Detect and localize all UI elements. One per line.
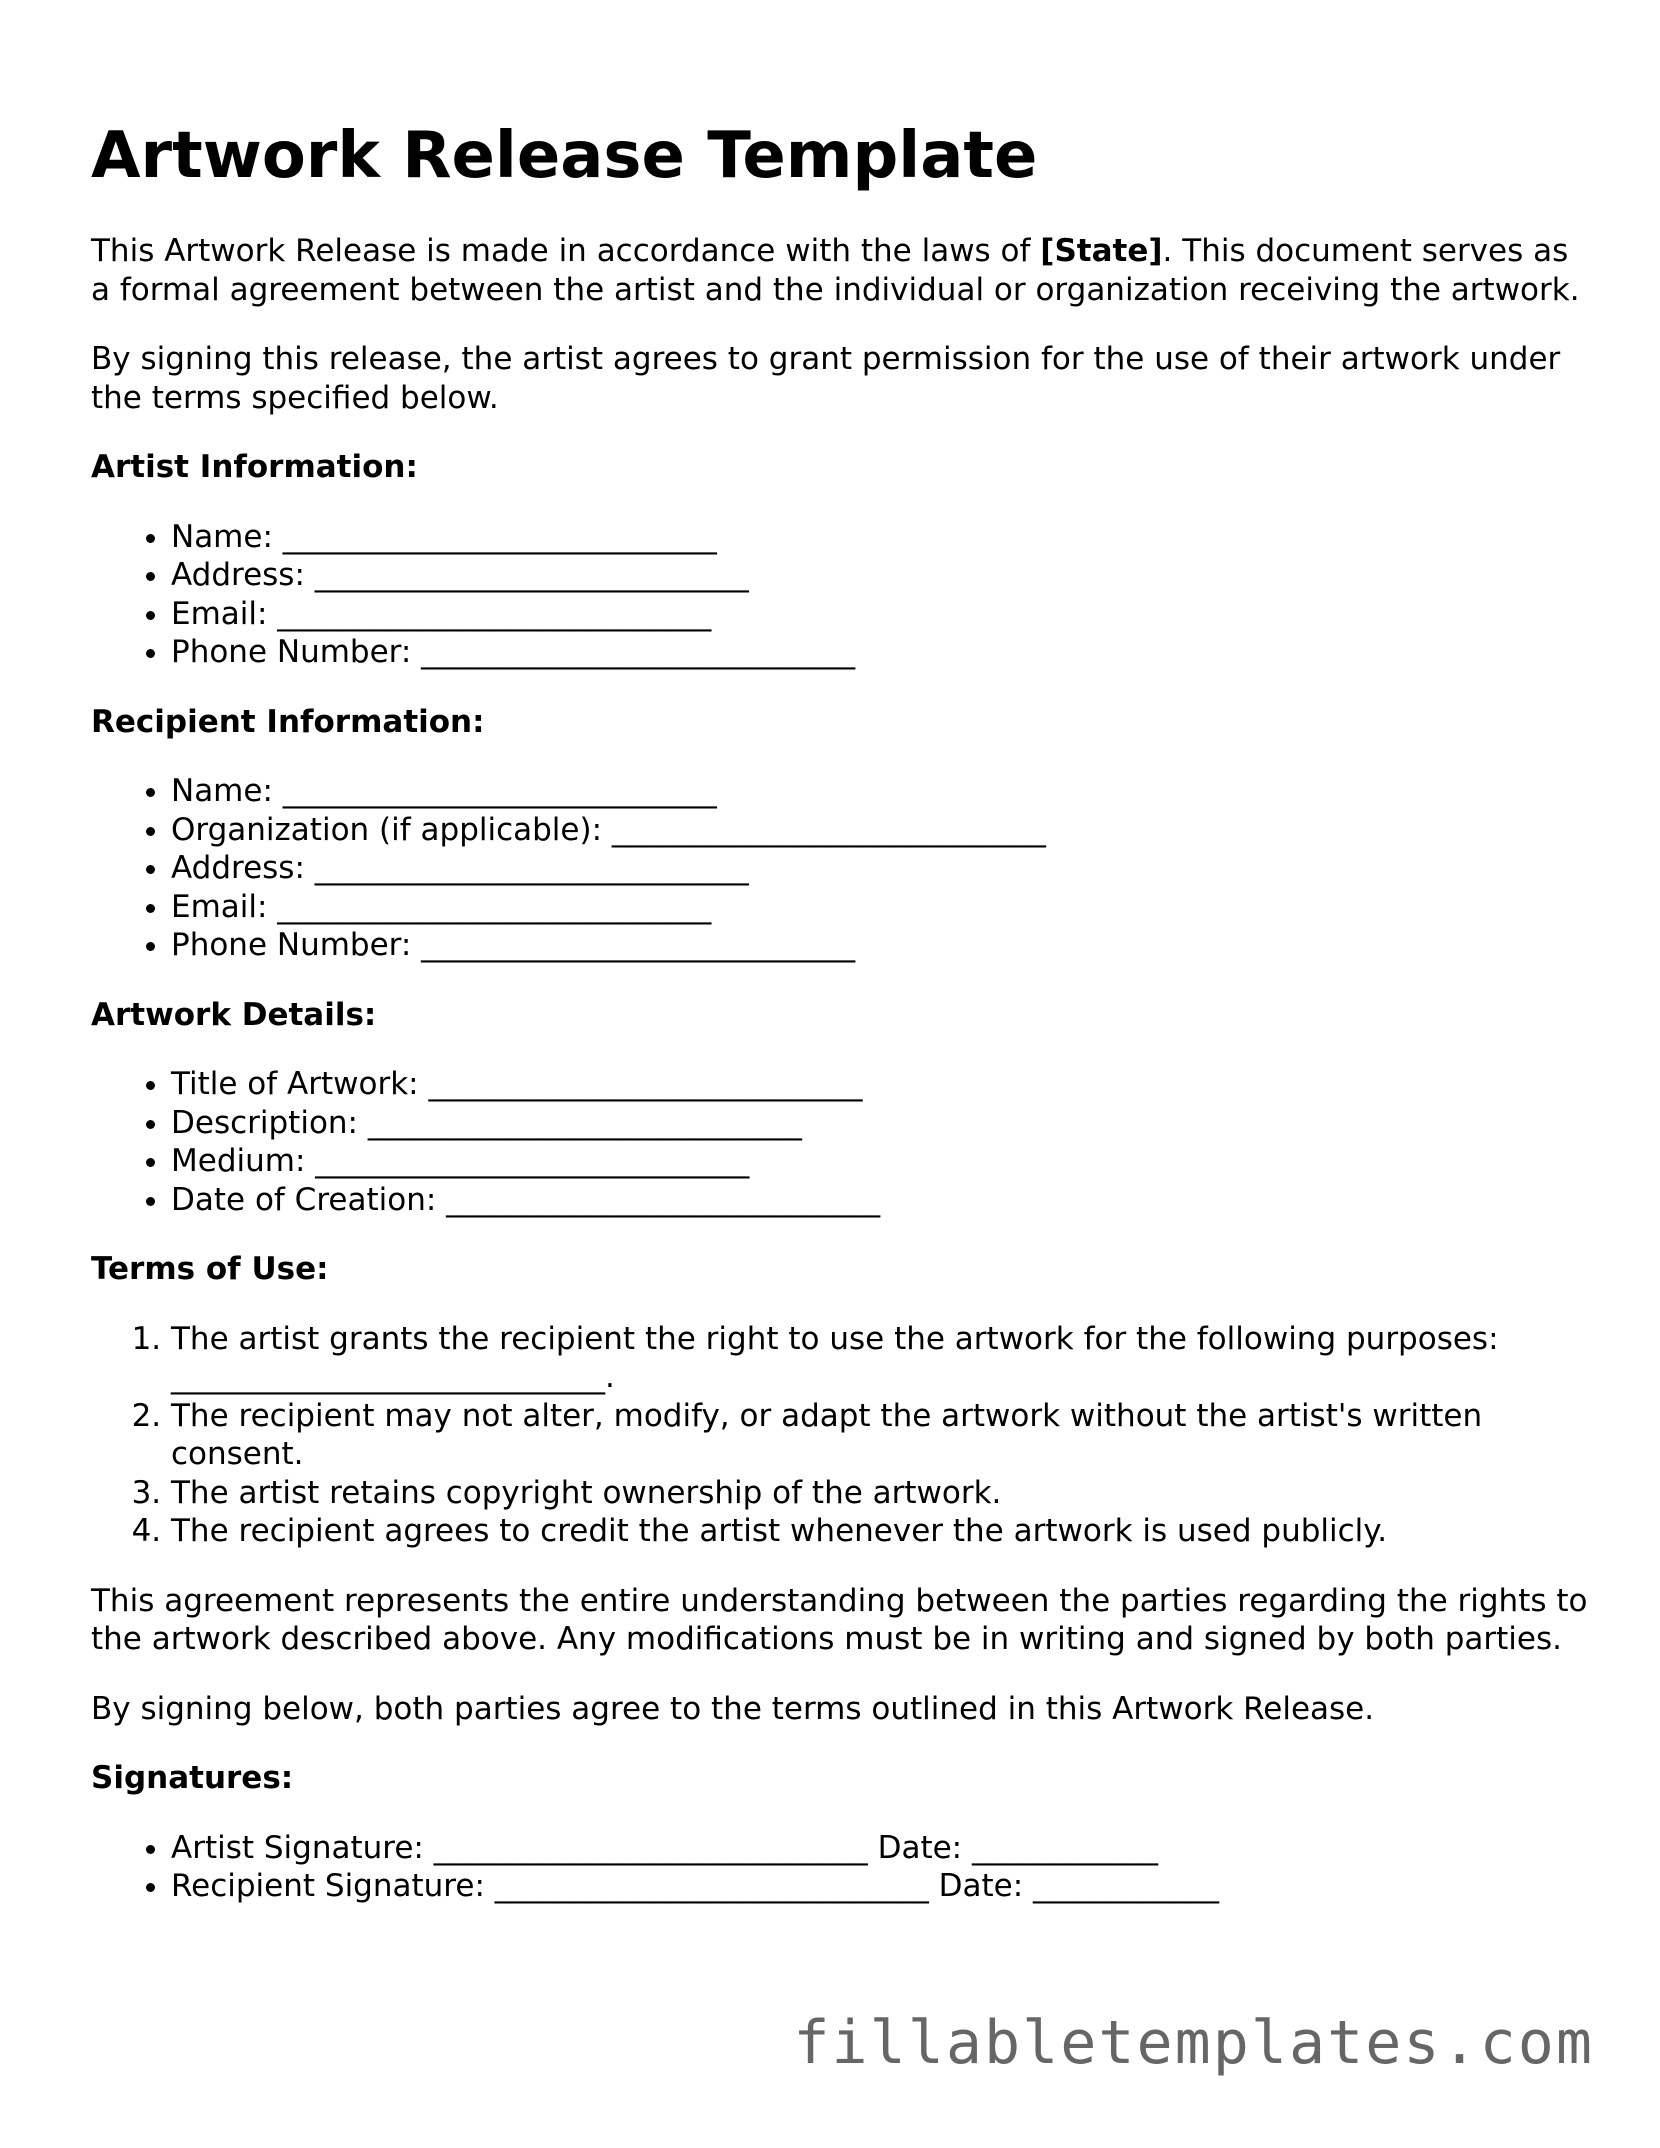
watermark-logo: fillabletemplates.com (793, 2008, 1594, 2078)
terms-heading: Terms of Use: (91, 1251, 329, 1287)
state-placeholder: [State] (1040, 233, 1163, 269)
artist-info-list (91, 518, 1591, 672)
artwork-details-heading: Artwork Details: (91, 996, 377, 1033)
artist-email-field: • Email: ____________________________ (171, 595, 1591, 634)
artwork-title-field: • Title of Artwork: ____________________________ (171, 1065, 1591, 1104)
recipient-address-field: • Address: ____________________________ (171, 849, 1591, 888)
recipient-organization-field: • Organization (if applicable): ____________________________ (171, 811, 1591, 850)
recipient-signature-field: • Recipient Signature: ____________________________ Date: ____________ (171, 1867, 1591, 1906)
artwork-details-list (91, 1065, 1591, 1219)
signatures-heading: Signatures: (91, 1760, 294, 1796)
entire-agreement-paragraph: This agreement represents the entire understanding between the parties regarding the rights to the artwork described above. Any modifications must be in writing and signed by both parties. (91, 1582, 1588, 1657)
term-item: 2. The recipient may not alter, modify, or adapt the artwork without the artist's written consent. (171, 1397, 1591, 1474)
terms-list (91, 1320, 1591, 1551)
recipient-info-list (91, 772, 1591, 965)
artwork-description-field: • Description: ____________________________ (171, 1104, 1591, 1143)
artwork-date-field: • Date of Creation: ____________________________ (171, 1181, 1591, 1220)
term-item: 4. The recipient agrees to credit the artist whenever the artwork is used publicly. (171, 1512, 1591, 1551)
signing-paragraph: By signing below, both parties agree to the terms outlined in this Artwork Release. (91, 1690, 1375, 1727)
intro-text-after: . This document serves as a formal agreement between the artist and the individual or organization receiving the artwork. (91, 233, 1580, 308)
artist-address-field: • Address: ____________________________ (171, 556, 1591, 595)
artist-info-heading: Artist Information: (91, 449, 418, 485)
term-item: 1. The artist grants the recipient the right to use the artwork for the following purposes: ____________________________. (171, 1320, 1591, 1397)
term-item: 3. The artist retains copyright ownership of the artwork. (171, 1474, 1591, 1513)
document-page (91, 112, 1591, 1937)
recipient-info-heading: Recipient Information: (91, 703, 485, 740)
signatures-list (91, 1829, 1591, 1906)
artist-phone-field: • Phone Number: ____________________________ (171, 633, 1591, 672)
recipient-name-field: • Name: ____________________________ (171, 772, 1591, 811)
artwork-medium-field: • Medium: ____________________________ (171, 1142, 1591, 1181)
recipient-phone-field: • Phone Number: ____________________________ (171, 926, 1591, 965)
intro-text-before: This Artwork Release is made in accordance with the laws of (91, 233, 1041, 269)
artist-signature-field: • Artist Signature: ____________________________ Date: ____________ (171, 1829, 1591, 1868)
permission-paragraph: By signing this release, the artist agrees to grant permission for the use of their artwork under the terms specified below. (91, 341, 1561, 416)
intro-paragraph (91, 232, 1591, 309)
artist-name-field: • Name: ____________________________ (171, 518, 1591, 557)
recipient-email-field: • Email: ____________________________ (171, 888, 1591, 927)
document-title: Artwork Release Template (91, 119, 1038, 193)
